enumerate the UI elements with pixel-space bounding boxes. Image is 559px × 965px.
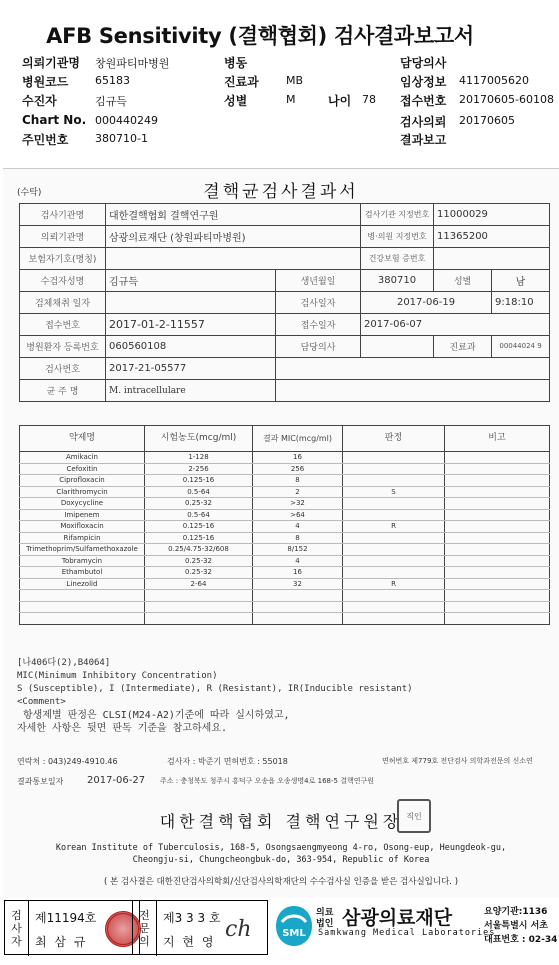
mic-result: 8/152 bbox=[253, 544, 343, 556]
drug-row bbox=[20, 544, 550, 556]
examiner-signature-box bbox=[4, 900, 140, 955]
form-row bbox=[20, 226, 550, 248]
drug-name: Ethambutol bbox=[20, 567, 145, 579]
note-code: [나406다(2),B4064] bbox=[17, 658, 111, 668]
drug-row bbox=[20, 486, 550, 498]
footer-report-date-label: 결과통보일자 bbox=[17, 777, 64, 786]
drug-row bbox=[20, 601, 550, 613]
mic-result: 2 bbox=[253, 486, 343, 498]
remark bbox=[445, 452, 550, 464]
form-label: 병·의원 지정번호 bbox=[361, 226, 434, 248]
interpretation: S bbox=[343, 486, 445, 498]
interpretation bbox=[343, 498, 445, 510]
form-label: 검사번호 bbox=[20, 358, 106, 380]
form-value bbox=[106, 248, 361, 270]
mic-result: 8 bbox=[253, 475, 343, 487]
drug-name bbox=[20, 601, 145, 613]
specialist-name: 지 현 영 bbox=[163, 935, 216, 949]
test-range: 2-256 bbox=[145, 463, 253, 475]
remark bbox=[445, 555, 550, 567]
notes-section bbox=[17, 657, 547, 735]
drug-row bbox=[20, 613, 550, 625]
interpretation: R bbox=[343, 521, 445, 533]
drug-row bbox=[20, 452, 550, 464]
header-value: MB bbox=[286, 74, 304, 87]
specialist-label bbox=[133, 901, 157, 956]
test-range bbox=[145, 590, 253, 602]
examiner-license-no: 제11194호 bbox=[35, 911, 97, 925]
form-label: 검사기관명 bbox=[20, 204, 106, 226]
column-header: 시험농도(mcg/ml) bbox=[145, 426, 253, 452]
drug-name: Cefoxitin bbox=[20, 463, 145, 475]
remark bbox=[445, 532, 550, 544]
header-label: 임상정보 bbox=[400, 75, 447, 89]
form-row bbox=[20, 248, 550, 270]
footer-address: 주소 : 충청북도 청주시 흥덕구 오송읍 오송생명4로 168-5 결핵연구원 bbox=[160, 777, 375, 785]
institute-address-line: Korean Institute of Tuberculosis, 168-5, Osongsaengmyeong 4-ro, Osong-eup, Heungdeok-gu, bbox=[55, 843, 507, 853]
column-header: 판정 bbox=[343, 426, 445, 452]
interpretation bbox=[343, 509, 445, 521]
mic-result: 4 bbox=[253, 521, 343, 533]
form-value: 380710 bbox=[361, 270, 434, 292]
label-char: 자 bbox=[11, 935, 22, 948]
column-header: 약제명 bbox=[20, 426, 145, 452]
form-row bbox=[20, 314, 550, 336]
column-header: 비고 bbox=[445, 426, 550, 452]
mic-result: >32 bbox=[253, 498, 343, 510]
drug-name: Clarithromycin bbox=[20, 486, 145, 498]
remark bbox=[445, 567, 550, 579]
header-label: 결과보고 bbox=[400, 133, 447, 147]
test-range: 1-128 bbox=[145, 452, 253, 464]
drug-row bbox=[20, 475, 550, 487]
label-char: 문 bbox=[139, 922, 150, 935]
form-value bbox=[106, 292, 276, 314]
remark bbox=[445, 463, 550, 475]
form-value: 2017-01-2-11557 bbox=[106, 314, 276, 336]
header-value: 20170605-60108 bbox=[459, 93, 554, 106]
footer-phone: 연락처 : 043)249-4910.46 bbox=[17, 757, 118, 766]
org-type-line: 의료 bbox=[316, 908, 334, 918]
test-range: 0.5-64 bbox=[145, 509, 253, 521]
remark bbox=[445, 475, 550, 487]
form-label: 균 주 명 bbox=[20, 380, 106, 402]
mic-result: >64 bbox=[253, 509, 343, 521]
header-label: 나이 bbox=[328, 94, 352, 108]
specialist-signature: ch bbox=[225, 917, 252, 942]
note-line: 항생제별 판정은 CLSI(M24-A2)기준에 따라 실시하였고, bbox=[23, 710, 290, 721]
header-label: 주민번호 bbox=[22, 133, 69, 147]
form-label: 진료과 bbox=[434, 336, 492, 358]
test-range bbox=[145, 613, 253, 625]
drug-name bbox=[20, 590, 145, 602]
org-info-line: 대표번호 : 02-34 bbox=[484, 935, 558, 945]
form-label: 의뢰기관명 bbox=[20, 226, 106, 248]
remark bbox=[445, 509, 550, 521]
header-value: 김규득 bbox=[95, 95, 127, 108]
examiner-name: 최 삼 규 bbox=[35, 935, 88, 949]
mic-result: 4 bbox=[253, 555, 343, 567]
interpretation bbox=[343, 555, 445, 567]
specialist-signature-box bbox=[132, 900, 268, 955]
form-label: 생년월일 bbox=[276, 270, 361, 292]
header-label: 병원코드 bbox=[22, 75, 69, 89]
form-label: 성별 bbox=[434, 270, 492, 292]
org-name-en: Samkwang Medical Laboratories bbox=[318, 928, 496, 938]
form-row bbox=[20, 358, 550, 380]
test-range: 2-64 bbox=[145, 578, 253, 590]
interpretation bbox=[343, 463, 445, 475]
form-row bbox=[20, 336, 550, 358]
header-label: 의뢰기관명 bbox=[22, 56, 80, 70]
drug-row bbox=[20, 532, 550, 544]
org-info-line: 요양기관:1136 bbox=[484, 907, 548, 917]
label-char: 검 bbox=[11, 909, 22, 922]
header-value: 20170605 bbox=[459, 114, 515, 127]
form-value bbox=[434, 248, 550, 270]
header-label: 수진자 bbox=[22, 94, 57, 108]
specialist-license-no: 제3 3 3 호 bbox=[163, 911, 221, 925]
form-label: 검체채취 일자 bbox=[20, 292, 106, 314]
org-info-line: 서울특별시 서초 bbox=[484, 921, 548, 931]
signature-bar bbox=[0, 898, 559, 965]
interpretation bbox=[343, 567, 445, 579]
header-label: 담당의사 bbox=[400, 56, 447, 70]
mic-result: 16 bbox=[253, 452, 343, 464]
form-label: 건강보험 증번호 bbox=[361, 248, 434, 270]
form-label: 보험자기호(명칭) bbox=[20, 248, 106, 270]
interpretation bbox=[343, 544, 445, 556]
drug-name: Doxycycline bbox=[20, 498, 145, 510]
remark bbox=[445, 590, 550, 602]
header-value: 380710-1 bbox=[95, 132, 148, 145]
header-label: 병동 bbox=[224, 56, 248, 70]
institute-accreditation-note: ( 본 검사결은 대한진단검사의학회/신단검사의학재단의 수수검사실 인증을 받은 검사실입니다. ) bbox=[103, 877, 459, 887]
form-value: 2017-06-19 bbox=[361, 292, 492, 314]
form-value bbox=[276, 380, 550, 402]
drug-name: Tobramycin bbox=[20, 555, 145, 567]
mic-result bbox=[253, 613, 343, 625]
interpretation bbox=[343, 475, 445, 487]
test-range: 0.25-32 bbox=[145, 567, 253, 579]
org-type-line: 법인 bbox=[316, 919, 334, 929]
drug-row bbox=[20, 590, 550, 602]
interpretation bbox=[343, 590, 445, 602]
form-label: 담당의사 bbox=[276, 336, 361, 358]
form-value: 남 bbox=[492, 270, 550, 292]
drug-row bbox=[20, 498, 550, 510]
label-char: 전 bbox=[139, 909, 150, 922]
report-title: 결핵균검사결과서 bbox=[203, 182, 359, 202]
header-value: M bbox=[286, 93, 296, 106]
footer-examiner: 검사자 : 박준기 면허번호 : 55018 bbox=[167, 757, 288, 766]
remark bbox=[445, 601, 550, 613]
footer-report-date: 2017-06-27 bbox=[87, 775, 146, 786]
form-value: 11365200 bbox=[434, 226, 550, 248]
drug-table-header bbox=[20, 426, 550, 452]
header-label: 검사의뢰 bbox=[400, 115, 447, 129]
form-value: 삼광의료재단 (창원파티마병원) bbox=[106, 226, 361, 248]
header-value: 000440249 bbox=[95, 114, 158, 127]
remark bbox=[445, 578, 550, 590]
test-range: 0.125-16 bbox=[145, 521, 253, 533]
org-info bbox=[484, 905, 557, 947]
form-row bbox=[20, 204, 550, 226]
drug-row bbox=[20, 578, 550, 590]
test-range: 0.125-16 bbox=[145, 475, 253, 487]
form-row bbox=[20, 292, 550, 314]
drug-name bbox=[20, 613, 145, 625]
note-line: <Comment> bbox=[17, 697, 66, 707]
test-range: 0.25-32 bbox=[145, 555, 253, 567]
drug-row bbox=[20, 567, 550, 579]
header-value: 4117005620 bbox=[459, 74, 529, 87]
remark bbox=[445, 486, 550, 498]
column-header: 결과 MIC(mcg/ml) bbox=[253, 426, 343, 452]
form-label: 수검자성명 bbox=[20, 270, 106, 292]
form-value bbox=[276, 358, 550, 380]
mic-result bbox=[253, 590, 343, 602]
interpretation bbox=[343, 613, 445, 625]
mic-result bbox=[253, 601, 343, 613]
form-value: 김규득 bbox=[106, 270, 276, 292]
header-label: 성별 bbox=[224, 94, 248, 108]
drug-name: Trimethoprim/Sulfamethoxazole bbox=[20, 544, 145, 556]
form-value: 9:18:10 bbox=[492, 292, 550, 314]
org-type bbox=[316, 908, 333, 930]
scanned-report bbox=[3, 168, 559, 898]
org-name: 삼광의료재단 bbox=[342, 907, 453, 929]
drug-name: Linezolid bbox=[20, 578, 145, 590]
test-range: 0.25-32 bbox=[145, 498, 253, 510]
header-value: 65183 bbox=[95, 74, 130, 87]
form-value: M. intracellulare bbox=[106, 380, 276, 402]
form-label: 병원환자 등록번호 bbox=[20, 336, 106, 358]
form-row bbox=[20, 270, 550, 292]
header-value: 78 bbox=[362, 93, 376, 106]
institute-address-en bbox=[3, 842, 559, 866]
mic-result: 8 bbox=[253, 532, 343, 544]
sml-logo-icon bbox=[274, 904, 314, 948]
form-value: 060560108 bbox=[106, 336, 276, 358]
header-label: Chart No. bbox=[22, 113, 87, 127]
interpretation bbox=[343, 452, 445, 464]
drug-row bbox=[20, 463, 550, 475]
form-label: 검사기관 지정번호 bbox=[361, 204, 434, 226]
note-line: S (Susceptible), I (Intermediate), R (Resistant), IR(Inducible resistant) bbox=[17, 684, 413, 694]
form-value bbox=[361, 336, 434, 358]
institute-address-line: Cheongju-si, Chungcheongbuk-do, 363-954, Republic of Korea bbox=[132, 855, 430, 865]
drug-name: Moxifloxacin bbox=[20, 521, 145, 533]
mic-result: 256 bbox=[253, 463, 343, 475]
drug-name: Ciprofloxacin bbox=[20, 475, 145, 487]
form-value: 대한결핵협회 결핵연구원 bbox=[106, 204, 361, 226]
form-row bbox=[20, 380, 550, 402]
remark bbox=[445, 544, 550, 556]
note-line: 자세한 사항은 뒷면 판독 기준을 참고하세요. bbox=[17, 723, 228, 734]
header-label: 진료과 bbox=[224, 75, 259, 89]
remark bbox=[445, 498, 550, 510]
drug-name: Imipenem bbox=[20, 509, 145, 521]
sml-logo-text: SML bbox=[282, 928, 306, 939]
form-label: 접수번호 bbox=[20, 314, 106, 336]
mic-result: 32 bbox=[253, 578, 343, 590]
page-title: AFB Sensitivity (결핵협회) 검사결과보고서 bbox=[46, 24, 474, 48]
form-value: 2017-21-05577 bbox=[106, 358, 276, 380]
drug-name: Rifampicin bbox=[20, 532, 145, 544]
form-value: 2017-06-07 bbox=[361, 314, 550, 336]
drug-name: Amikacin bbox=[20, 452, 145, 464]
institute-name-kr: 대한결핵협회 결핵연구원장 bbox=[159, 812, 403, 831]
examiner-label bbox=[5, 901, 29, 956]
form-label: 검사일자 bbox=[276, 292, 361, 314]
drug-row bbox=[20, 509, 550, 521]
form-value: 11000029 bbox=[434, 204, 550, 226]
interpretation: R bbox=[343, 578, 445, 590]
form-value: 00044024 9 bbox=[492, 336, 550, 358]
drug-row bbox=[20, 521, 550, 533]
institute-stamp: 직인 bbox=[397, 799, 431, 833]
test-range: 0.5-64 bbox=[145, 486, 253, 498]
remark bbox=[445, 521, 550, 533]
note-line: MIC(Minimum Inhibitory Concentration) bbox=[17, 671, 218, 681]
remark bbox=[445, 613, 550, 625]
label-char: 사 bbox=[11, 922, 22, 935]
form-label: 접수일자 bbox=[276, 314, 361, 336]
test-range: 0.25/4.75-32/608 bbox=[145, 544, 253, 556]
interpretation bbox=[343, 532, 445, 544]
drug-sensitivity-table bbox=[19, 425, 550, 625]
mic-result: 16 bbox=[253, 567, 343, 579]
footer-license: 면허번호 제779호 전단검사 의학과전문의 신소연 bbox=[382, 757, 533, 765]
header-label: 접수번호 bbox=[400, 94, 447, 108]
test-range: 0.125-16 bbox=[145, 532, 253, 544]
drug-row bbox=[20, 555, 550, 567]
info-form bbox=[19, 203, 550, 402]
interpretation bbox=[343, 601, 445, 613]
test-range bbox=[145, 601, 253, 613]
report-type-label: (수탁) bbox=[17, 188, 42, 198]
header-value: 창원파티마병원 bbox=[95, 57, 170, 70]
label-char: 의 bbox=[139, 935, 150, 948]
